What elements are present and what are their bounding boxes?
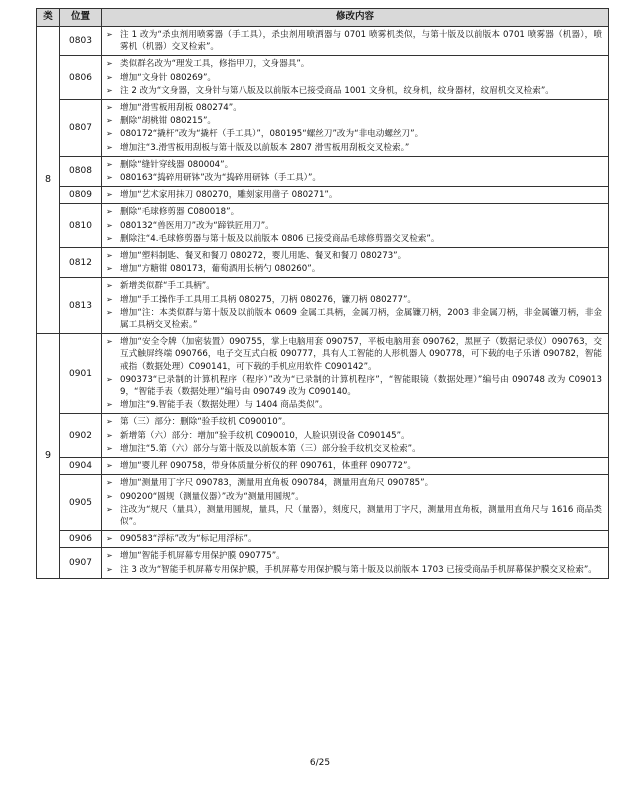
arrow-bullet-icon: ➢: [106, 59, 113, 69]
position-cell: 0806: [60, 56, 102, 100]
content-cell: [102, 475, 609, 531]
list-item: [106, 72, 602, 84]
arrow-bullet-icon: ➢: [106, 504, 113, 514]
position-cell: 0803: [60, 27, 102, 56]
arrow-bullet-icon: ➢: [106, 233, 113, 243]
list-item: [106, 399, 602, 411]
arrow-bullet-icon: ➢: [106, 103, 113, 113]
position-cell: 0904: [60, 458, 102, 475]
item-text: 删除“胡桃钳 080215”。: [120, 116, 217, 127]
item-text: 增加“塑料制匙、餐叉和餐刀 080272，婴儿用匙、餐叉和餐刀 080273”。: [120, 251, 407, 262]
page-number: 6/25: [309, 758, 331, 768]
item-text: 增加“文身针 080269”。: [120, 72, 217, 83]
list-item: [106, 29, 602, 53]
item-text: 注 1 改为“杀虫剂用喷雾器（手工具），杀虫剂用喷洒器与 0701 喷雾机类似，与第十版及以前版本 0701 喷雾器（机器），喷雾机（机器）交叉检索”。: [120, 30, 602, 53]
position-cell: 0807: [60, 100, 102, 157]
table-body: [37, 27, 609, 579]
item-text: 增加“方糖钳 080173，葡萄酒用长柄勺 080260”。: [120, 264, 321, 275]
table-header-row: [37, 9, 609, 27]
arrow-bullet-icon: ➢: [106, 443, 113, 453]
item-text: 080132“兽医用刀”改为“蹄铁匠用刀”。: [120, 220, 274, 231]
arrow-bullet-icon: ➢: [106, 173, 113, 183]
arrow-bullet-icon: ➢: [106, 534, 113, 544]
arrow-bullet-icon: ➢: [106, 129, 113, 139]
arrow-bullet-icon: ➢: [106, 251, 113, 261]
list-item: [106, 374, 602, 398]
arrow-bullet-icon: ➢: [106, 551, 113, 561]
position-cell: 0906: [60, 531, 102, 548]
list-item: [106, 307, 602, 331]
table-row: [37, 100, 609, 157]
arrow-bullet-icon: ➢: [106, 190, 113, 200]
list-item: [106, 504, 602, 528]
item-text: 增加“智能手机屏幕专用保护膜 090775”。: [120, 551, 285, 562]
table-row: [37, 334, 609, 414]
list-item: [106, 58, 602, 70]
arrow-bullet-icon: ➢: [106, 207, 113, 217]
position-cell: 0905: [60, 475, 102, 531]
table-row: [37, 458, 609, 475]
arrow-bullet-icon: ➢: [106, 374, 113, 384]
class-number-cell: 9: [37, 334, 60, 578]
item-text: 080172“撬杆”改为“撬杆（手工具）”，080195“螺丝刀”改为“非电动螺丝刀”。: [120, 129, 424, 140]
item-text: 090583“浮标”改为“标记用浮标”。: [120, 534, 257, 545]
item-text: 增加注“5.第（六）部分与第十版及以前版本第（三）部分验手纹机交叉检索”。: [120, 443, 421, 454]
arrow-bullet-icon: ➢: [106, 159, 113, 169]
content-cell: [102, 187, 609, 204]
list-item: [106, 443, 602, 455]
position-cell: 0902: [60, 414, 102, 458]
list-item: [106, 159, 602, 171]
header-content: 修改内容: [102, 9, 609, 27]
list-item: [106, 102, 602, 114]
content-cell: [102, 548, 609, 578]
table-row: [37, 414, 609, 458]
content-cell: [102, 414, 609, 458]
amendment-table-sheet: [36, 8, 608, 579]
list-item: [106, 263, 602, 275]
arrow-bullet-icon: ➢: [106, 337, 113, 347]
list-item: [106, 220, 602, 232]
list-item: [106, 533, 602, 545]
list-item: [106, 491, 602, 503]
content-cell: [102, 278, 609, 334]
table-row: [37, 248, 609, 278]
item-text: 090373“已录制的计算机程序（程序）”改为“已录制的计算机程序”，“智能眼镜（数据处理）”编号由 090748 改为 C090139，“智能手表（数据处理）”编号由 090749 改为 C090140。: [120, 374, 602, 398]
list-item: [106, 416, 602, 428]
item-text: 删除注“4.毛球修剪器与第十版及以前版本 0806 已接受商品毛球修剪器交叉检索”。: [120, 233, 440, 244]
arrow-bullet-icon: ➢: [106, 564, 113, 574]
item-text: 增加“艺术家用抹刀 080270，雕刻家用凿子 080271”。: [120, 190, 338, 201]
arrow-bullet-icon: ➢: [106, 461, 113, 471]
list-item: [106, 336, 602, 373]
list-item: [106, 430, 602, 442]
item-text: 增加“滑雪板用刮板 080274”。: [120, 103, 242, 114]
item-text: 增加注“9.智能手表（数据处理）与 1404 商品类似”。: [120, 400, 328, 411]
position-cell: 0812: [60, 248, 102, 278]
item-text: 注改为“规尺（量具），测量用圆规，量具，尺（量器），刻度尺，测量用丁字尺，测量用直角板，测量用直角尺与 1616 商品类似”。: [120, 504, 602, 527]
item-text: 删除“毛球修剪器 C080018”。: [120, 207, 240, 218]
item-text: 增加“婴儿秤 090758，带身体质量分析仪的秤 090761，体重秤 090772”。: [120, 461, 416, 472]
list-item: [106, 250, 602, 262]
content-cell: [102, 248, 609, 278]
list-item: [106, 460, 602, 472]
arrow-bullet-icon: ➢: [106, 72, 113, 82]
arrow-bullet-icon: ➢: [106, 417, 113, 427]
table-row: [37, 56, 609, 100]
header-class: 类: [37, 9, 60, 27]
content-cell: [102, 204, 609, 248]
arrow-bullet-icon: ➢: [106, 307, 113, 317]
table-row: [37, 204, 609, 248]
item-text: 增加“手工操作手工具用工具柄 080275，刀柄 080276，镰刀柄 080277”。: [120, 294, 416, 305]
list-item: [106, 85, 602, 97]
list-item: [106, 189, 602, 201]
content-cell: [102, 27, 609, 56]
item-text: 注 3 改为“智能手机屏幕专用保护膜，手机屏幕专用保护膜与第十版及以前版本 1703 已接受商品手机屏幕保护膜交叉检索”。: [120, 564, 597, 575]
content-cell: [102, 531, 609, 548]
arrow-bullet-icon: ➢: [106, 85, 113, 95]
table-row: [37, 278, 609, 334]
content-cell: [102, 156, 609, 186]
item-text: 第（三）部分：删除“验手纹机 C090010”。: [120, 417, 291, 428]
arrow-bullet-icon: ➢: [106, 264, 113, 274]
class-number-cell: 8: [37, 27, 60, 334]
item-text: 080163“捣碎用研钵”改为“捣碎用研钵（手工具）”。: [120, 173, 322, 184]
item-text: 增加注“3.滑雪板用刮板与第十版及以前版本 2807 滑雪板用刮板交叉检索。”: [120, 142, 410, 153]
arrow-bullet-icon: ➢: [106, 220, 113, 230]
position-cell: 0809: [60, 187, 102, 204]
list-item: [106, 206, 602, 218]
item-text: 新增类似群“手工具柄”。: [120, 281, 215, 292]
arrow-bullet-icon: ➢: [106, 142, 113, 152]
header-position: 位置: [60, 9, 102, 27]
arrow-bullet-icon: ➢: [106, 400, 113, 410]
table-row: [37, 156, 609, 186]
content-cell: [102, 334, 609, 414]
list-item: [106, 128, 602, 140]
list-item: [106, 550, 602, 562]
item-text: 增加“测量用丁字尺 090783，测量用直角板 090784，测量用直角尺 090785”。: [120, 478, 434, 489]
content-cell: [102, 100, 609, 157]
item-text: 类似群名改为“理发工具，修指甲刀，文身器具”。: [120, 59, 310, 70]
item-text: 增加“安全令牌（加密装置）090755，掌上电脑用套 090757，平板电脑用套 090762，黑匣子（数据记录仪）090763，交互式触屏终端 090766，电子交互式白板 090777，具有人工智能的人形机器人 090778，可下载的电子乐谱 090782，智能戒指（数据处理）C090141，可下载的手机应用软件 C090142”。: [120, 337, 602, 372]
table-row: [37, 187, 609, 204]
item-text: 删除“缝针穿线器 080004”。: [120, 159, 234, 170]
arrow-bullet-icon: ➢: [106, 491, 113, 501]
list-item: [106, 477, 602, 489]
list-item: [106, 115, 602, 127]
item-text: 注 2 改为“文身器，文身针与第八版及以前版本已接受商品 1001 文身机，纹身机，纹身器材，纹眉机交叉检索”。: [120, 85, 554, 96]
arrow-bullet-icon: ➢: [106, 281, 113, 291]
table-row: [37, 27, 609, 56]
position-cell: 0901: [60, 334, 102, 414]
arrow-bullet-icon: ➢: [106, 116, 113, 126]
table-row: [37, 475, 609, 531]
list-item: [106, 294, 602, 306]
item-text: 新增第（六）部分：增加“验手纹机 C090010，人脸识别设备 C090145”。: [120, 430, 410, 441]
list-item: [106, 280, 602, 292]
table-row: [37, 548, 609, 578]
list-item: [106, 233, 602, 245]
list-item: [106, 142, 602, 154]
table-row: [37, 531, 609, 548]
position-cell: 0813: [60, 278, 102, 334]
arrow-bullet-icon: ➢: [106, 30, 113, 39]
content-cell: [102, 458, 609, 475]
arrow-bullet-icon: ➢: [106, 294, 113, 304]
content-cell: [102, 56, 609, 100]
item-text: 增加“注：本类似群与第十版及以前版本 0609 金属工具柄，金属刀柄，金属镰刀柄，2003 非金属刀柄，非金属镰刀柄，非金属工具柄交叉检索。”: [120, 307, 602, 331]
list-item: [106, 564, 602, 576]
amendment-table: [36, 8, 609, 579]
position-cell: 0808: [60, 156, 102, 186]
list-item: [106, 172, 602, 184]
arrow-bullet-icon: ➢: [106, 430, 113, 440]
arrow-bullet-icon: ➢: [106, 478, 113, 488]
position-cell: 0907: [60, 548, 102, 578]
position-cell: 0810: [60, 204, 102, 248]
item-text: 090200“圆规（测量仪器）”改为“测量用圆规”。: [120, 491, 304, 502]
